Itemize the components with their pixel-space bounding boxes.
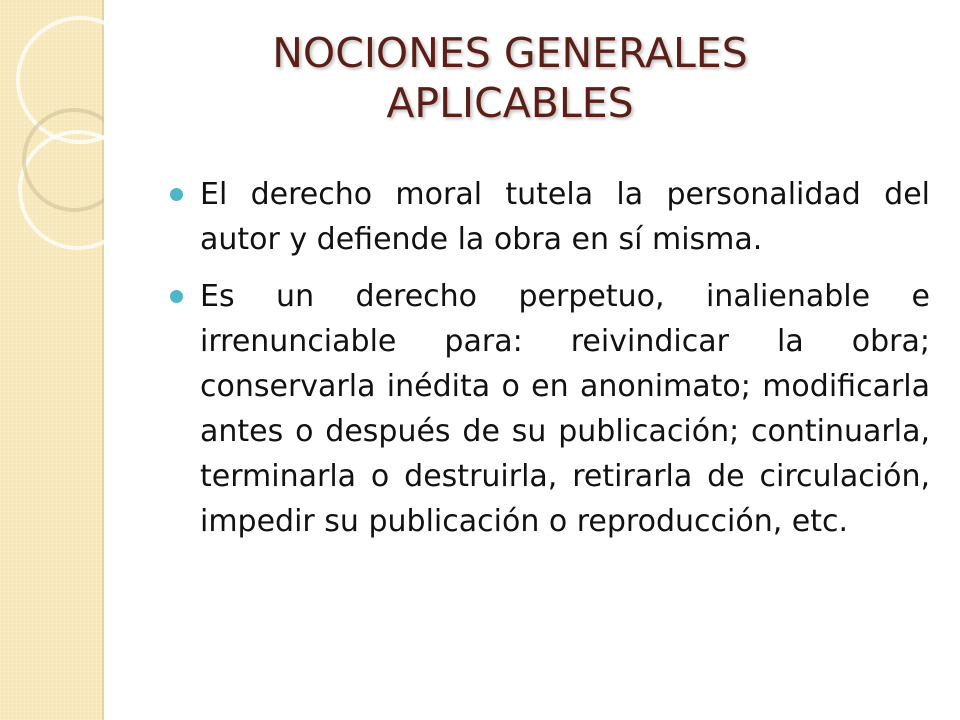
bullet-list xyxy=(170,172,930,556)
bullet-item xyxy=(170,172,930,262)
title-line-1: NOCIONES GENERALES xyxy=(272,29,748,77)
bullet-dot-icon xyxy=(170,290,183,303)
decorative-rings-icon xyxy=(0,0,104,330)
bullet-dot-icon xyxy=(170,188,183,201)
bullet-text: El derecho moral tutela la personalidad del autor y defiende la obra en sí misma. xyxy=(200,177,930,257)
title-line-2: APLICABLES xyxy=(386,79,634,127)
bullet-text: Es un derecho perpetuo, inalienable e irrenunciable para: reivindicar la obra; conservarla inédita o en anonimato; modificarla antes o después de su publicación; continuarla, terminarla o destruirla, retirarla de circulación, impedir su publicación o reproducción, etc. xyxy=(200,279,930,539)
bullet-item xyxy=(170,274,930,544)
slide-title xyxy=(160,28,860,128)
decorative-side-band xyxy=(0,0,104,720)
